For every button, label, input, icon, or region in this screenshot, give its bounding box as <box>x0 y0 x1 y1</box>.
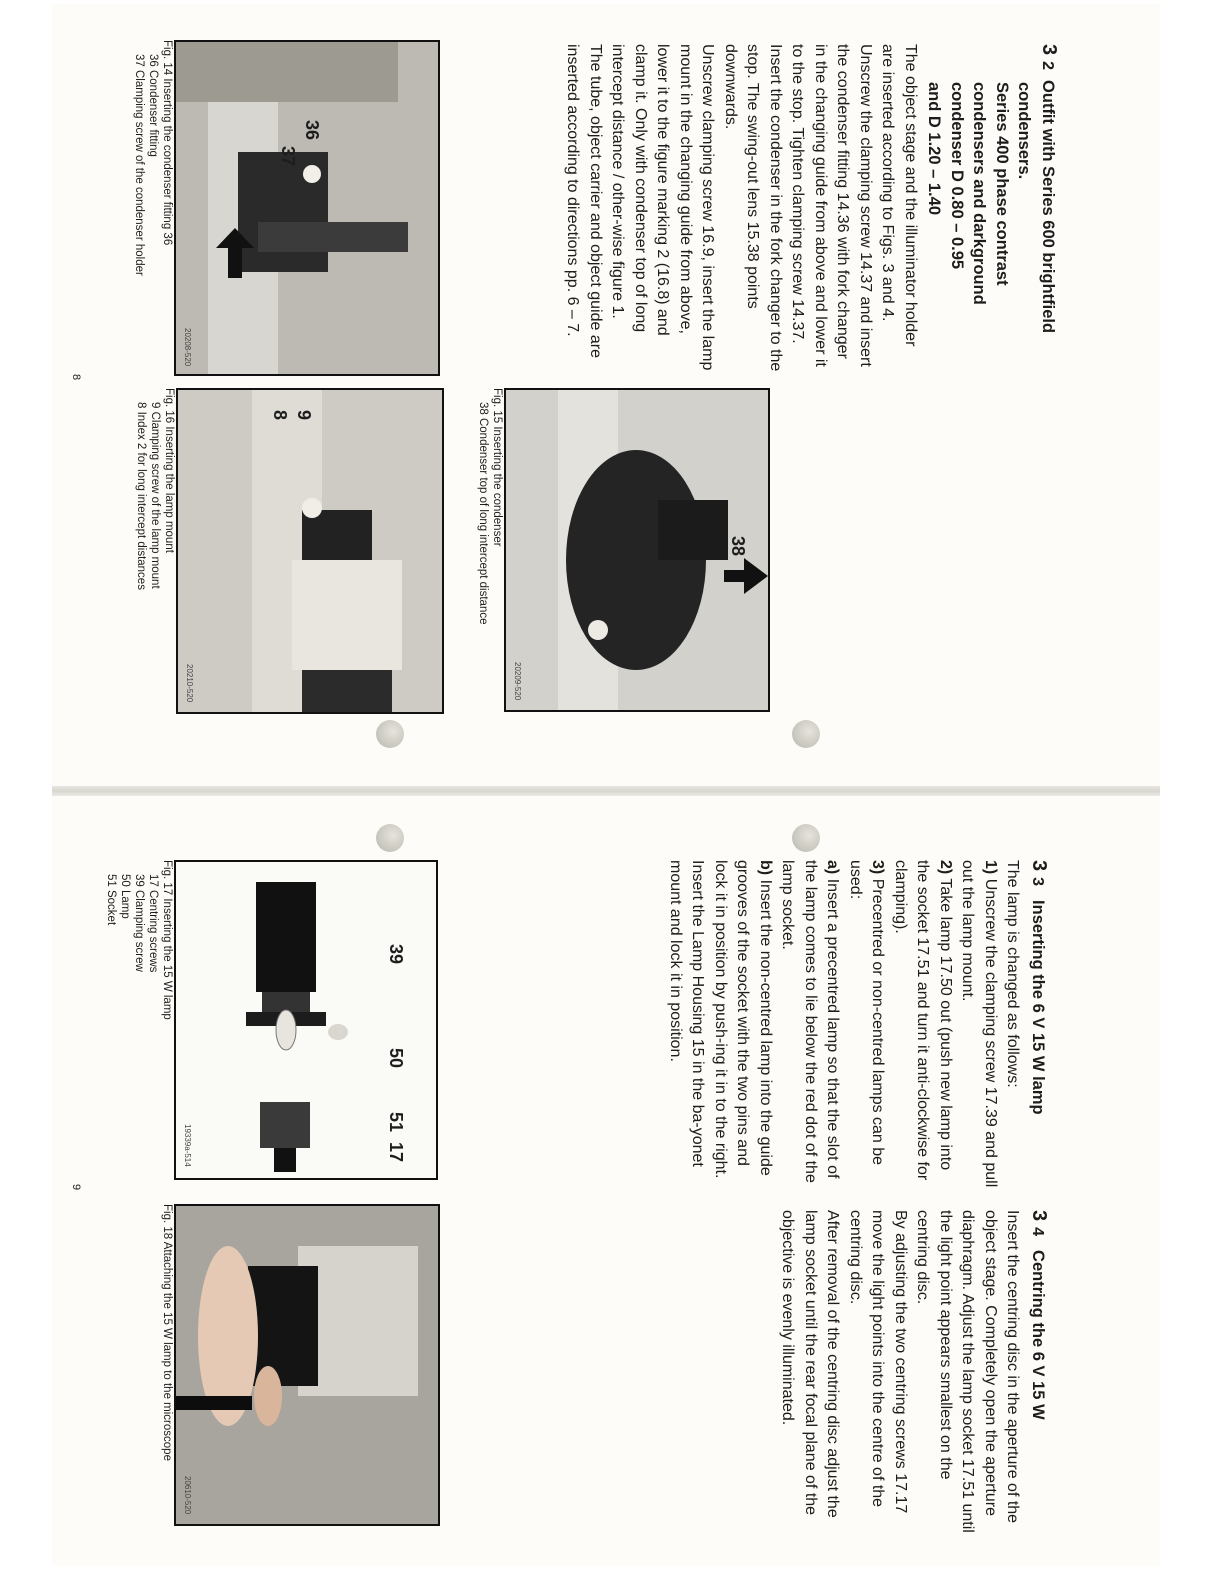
fig17-callout: 39 <box>386 944 406 965</box>
fig17-caption <box>104 860 174 1200</box>
section-number: 3 <box>1038 44 1060 56</box>
step <box>776 860 844 1188</box>
step <box>956 860 1001 1188</box>
caption-item: 38 Condenser top of long intercept distance <box>477 402 489 625</box>
caption-item: 9 Clamping screw of the lamp mount <box>149 402 161 589</box>
caption-item: 51 Socket <box>105 874 117 926</box>
photo-code: 20208-520 <box>183 328 192 367</box>
photo-code: 19339a-514 <box>183 1124 192 1167</box>
heading-line: Outfit with Series 600 brightfield <box>1039 80 1057 334</box>
binder-hole <box>376 720 404 748</box>
paragraph: Insert the condenser in the fork changer to the stop. The swing-out lens 15.38 points downwards. <box>722 44 784 372</box>
paragraph: After removal of the centring disc adjust the lamp socket until the rear focal plane of the objective is evenly illuminated. <box>779 1210 842 1518</box>
step-text: Unscrew the clamping screw 17.39 and pull out the lamp mount. <box>959 860 999 1188</box>
section-sub: 2 <box>1039 61 1056 71</box>
page-number: 9 <box>70 1184 82 1191</box>
caption-title: Fig. 15 Inserting the condenser <box>491 388 503 547</box>
section-number: 3 <box>1028 860 1050 872</box>
section-3-4-column <box>776 1210 1050 1540</box>
heading-line: condensers and darkground <box>970 82 989 305</box>
section-sub: 4 <box>1029 1227 1046 1237</box>
heading-line: and D 1.20 – 1.40 <box>925 82 944 215</box>
fig15-photo <box>504 388 770 712</box>
caption-item: 36 Condenser fitting <box>147 54 159 157</box>
step-text: Precentred or non-centred lamps can be used: <box>847 860 887 1166</box>
fig17-callout: 51 <box>386 1112 406 1133</box>
paragraph: The object stage and the illuminator holder are inserted according to Figs. 3 and 4. <box>879 44 919 347</box>
section-3-2-heading <box>923 44 1060 372</box>
step-text: Insert the non-centred lamp into the guide grooves of the socket with the two pins and lock it in position by push-ing it in to the right. <box>712 860 774 1179</box>
caption-title: Fig. 14 Inserting the condenser fitting 36 <box>161 40 173 246</box>
caption-title: Fig. 17 Inserting the 15 W lamp <box>161 860 173 1020</box>
step-marker: 1) <box>982 860 999 875</box>
section-3-3-heading <box>1026 860 1051 1188</box>
section-closing: Insert the Lamp Housing 15 in the ba-yonet mount and lock it in position. <box>667 860 707 1167</box>
heading-line: condensers. <box>1015 82 1034 180</box>
step-marker: 3) <box>869 860 887 875</box>
fig15-callout: 38 <box>728 536 748 557</box>
paragraph: By adjusting the two centring screws 17.17 move the light points into the centre of the centring disc. <box>847 1210 909 1514</box>
rotated-spread <box>52 4 1160 1566</box>
page-number: 8 <box>70 374 82 381</box>
caption-item: 50 Lamp <box>119 874 131 919</box>
photo-code: 20209-520 <box>513 662 522 701</box>
section-3-4-heading <box>1026 1210 1051 1540</box>
fig16-caption <box>134 388 176 728</box>
binder-hole <box>792 720 820 748</box>
step-marker: 2) <box>937 860 954 875</box>
fig16-callout: 8 <box>270 410 290 421</box>
caption-title: Fig. 16 Inserting the lamp mount <box>163 388 175 553</box>
step-text: Take lamp 17.50 out (push new lamp into the socket 17.51 and turn it anti-clockwise for clamping). <box>892 860 954 1181</box>
heading-line: condenser D 0.80 – 0.95 <box>948 82 966 270</box>
step <box>709 860 777 1188</box>
fig17-callout: 50 <box>386 1048 406 1069</box>
binder-hole <box>376 824 404 852</box>
heading-line: Series 400 phase contrast <box>993 82 1011 286</box>
section-intro: The lamp is changed as follows: <box>1004 860 1022 1088</box>
fig14-illustration <box>176 42 438 374</box>
fig18-photo <box>174 1204 440 1526</box>
fig14-callout: 37 <box>278 146 298 167</box>
section-3-3-column <box>664 860 1051 1188</box>
fig14-photo <box>174 40 440 376</box>
caption-item: 37 Clamping screw of the condenser holder <box>133 54 145 276</box>
fig14-caption <box>132 40 174 380</box>
fig16-callout: 9 <box>294 410 314 421</box>
caption-item: 39 Clamping screw <box>133 874 145 972</box>
step-marker: b) <box>757 860 774 876</box>
photo-code: 20210-520 <box>185 664 194 703</box>
fig15-caption <box>476 388 504 728</box>
step-text: Insert a precentred lamp so that the slot of the lamp comes to lie below the red dot of the lamp socket. <box>779 860 842 1183</box>
paragraph: Insert the centring disc in the aperture of the object stage. Completely open the aperture diaphragm. Adjust the lamp socket 17.51 until the light point appears smallest on the centring disc. <box>914 1210 1022 1533</box>
step <box>844 860 889 1188</box>
caption-title: Fig. 18 Attaching the 15 W lamp to the microscope <box>161 1204 173 1461</box>
fig17-photo <box>174 860 438 1180</box>
caption-item: 17 Centring screws <box>147 874 159 973</box>
fig14-callout: 36 <box>302 120 322 141</box>
fig18-illustration <box>176 1206 438 1524</box>
paragraph: Unscrew the clamping screw 14.37 and insert the condenser fitting 14.36 with fork changer in the changing guide from above and lower it to the stop. Tighten clamping screw 14.37. <box>789 44 874 367</box>
section-sub: 3 <box>1029 877 1046 887</box>
section-title: Inserting the 6 V 15 W lamp <box>1029 900 1047 1115</box>
paragraph: The tube, object carrier and object guide are inserted according to directions pp. 6 – 7. <box>564 44 604 358</box>
fig16-illustration <box>178 390 442 712</box>
section-title: Centring the 6 V 15 W <box>1029 1250 1047 1420</box>
paragraph: Unscrew clamping screw 16.9, insert the lamp mount in the changing guide from above, lower it to the figure marking 2 (16.8) and clamp it. Only with condenser top of long intercept distance / other-wise figure 1. <box>609 44 717 371</box>
left-text-column <box>561 44 1060 372</box>
binder-hole <box>792 824 820 852</box>
fig17-callout: 17 <box>386 1142 406 1163</box>
fig18-caption <box>160 1204 174 1564</box>
fig16-photo <box>176 388 444 714</box>
caption-item: 8 Index 2 for long intercept distances <box>135 402 147 590</box>
step-marker: a) <box>824 860 842 875</box>
step <box>889 860 957 1188</box>
section-number: 3 <box>1028 1210 1050 1222</box>
photo-code: 20610-520 <box>183 1476 192 1515</box>
